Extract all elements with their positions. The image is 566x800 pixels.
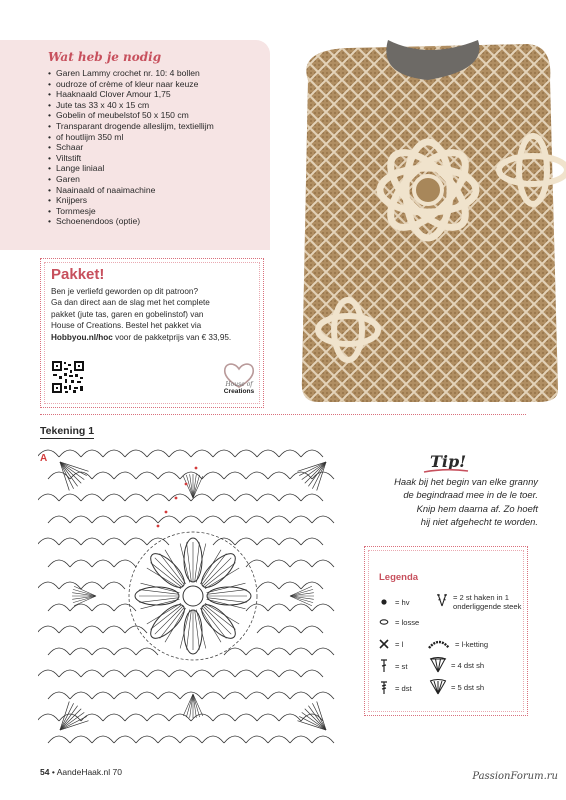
list-item: • Haaknaald Clover Amour 1,75 — [48, 89, 256, 100]
diagram-title: Tekening 1 — [40, 425, 95, 437]
tip-line: Haak bij het begin van elke granny — [394, 476, 538, 487]
materials-list — [48, 68, 256, 227]
legend-item-5dst: = 5 dst sh — [429, 679, 484, 695]
materials-title: Wat heb je nodig — [48, 50, 162, 64]
tip-title: Tip! — [430, 452, 467, 471]
pakket-price-text: voor de pakketprijs van € 33,95. — [112, 332, 232, 342]
pakket-title: Pakket! — [51, 266, 105, 283]
crochet-bag-image — [278, 40, 566, 410]
tip-line: Knip hem daarna af. Zo hoeft — [416, 502, 538, 514]
list-item: • oudroze of crème of kleur naar keuze — [48, 79, 256, 90]
legend-item-l: = l — [377, 637, 403, 651]
section-divider — [40, 414, 526, 415]
list-item: • Tornmesje — [48, 206, 256, 217]
pakket-text-line: Ga dan direct aan de slag met het complete — [51, 298, 210, 308]
pakket-text-line — [51, 332, 253, 343]
dot-icon — [377, 595, 391, 609]
tip-line: hij niet afgehecht te worden. — [420, 516, 538, 528]
list-item: • Knijpers — [48, 195, 256, 206]
tip-underline-icon — [422, 468, 470, 474]
pakket-text-line: pakket (jute tas, garen en gobelinstof) van — [51, 309, 204, 319]
five-dst-icon — [429, 679, 447, 695]
list-item: • Transparant drogende alleslijm, textiellijm — [48, 121, 256, 132]
bag-photo — [278, 40, 566, 410]
list-item: • Naainaald of naaimachine — [48, 185, 256, 196]
legend-title: Legenda — [379, 572, 419, 583]
list-item: • Gobelin of meubelstof 50 x 150 cm — [48, 110, 256, 121]
legend-item-4dst: = 4 dst sh — [429, 657, 484, 673]
house-of-creations-logo — [217, 359, 261, 397]
list-item: • Lange liniaal — [48, 163, 256, 174]
diagram-start-label: A — [40, 453, 48, 464]
page-footer — [40, 767, 122, 777]
legend-item-hv: = hv — [377, 595, 410, 609]
legend-item-losse: = losse — [377, 615, 419, 629]
legend-item-dst: = dst — [377, 681, 412, 695]
dst-icon — [377, 681, 391, 695]
st-icon — [377, 659, 391, 673]
list-item: • Viltstift — [48, 153, 256, 164]
materials-panel — [0, 40, 270, 250]
pakket-link[interactable]: Hobbyou.nl/hoc — [51, 332, 113, 342]
pakket-text-line: Ben je verliefd geworden op dit patroon? — [51, 287, 199, 296]
legend-item-l-ketting: = l-ketting — [427, 637, 488, 651]
pakket-box — [40, 258, 264, 408]
list-item: • Garen — [48, 174, 256, 185]
list-item: • Schoenendoos (optie) — [48, 216, 256, 227]
legend-box — [364, 546, 528, 716]
tip-line: de begindraad mee in de le toer. — [403, 489, 538, 501]
two-st-icon — [435, 593, 449, 607]
chain-arc-icon — [427, 637, 451, 651]
list-item: • Garen Lammy crochet nr. 10: 4 bollen — [48, 68, 256, 79]
svg-text:House of: House of — [225, 381, 253, 388]
legend-item-st: = st — [377, 659, 407, 673]
list-item: • of houtlijm 350 ml — [48, 132, 256, 143]
legend-grid — [377, 593, 525, 713]
tip-text — [352, 475, 538, 529]
page-number: 54 — [40, 767, 50, 777]
legend-item-2st: = 2 st haken in 1 onderliggende steek — [435, 593, 527, 611]
oval-icon — [377, 615, 391, 629]
svg-text:Creations: Creations — [223, 388, 255, 395]
footer-bullet: • — [51, 767, 55, 777]
list-item: • Jute tas 33 x 40 x 15 cm — [48, 100, 256, 111]
crochet-diagram — [38, 440, 348, 752]
cross-icon — [377, 637, 391, 651]
watermark: PassionForum.ru — [472, 771, 558, 782]
four-dst-icon — [429, 657, 447, 673]
qr-code-icon[interactable] — [51, 360, 85, 394]
pakket-text-line: House of Creations. Bestel het pakket via — [51, 321, 202, 331]
list-item: • Schaar — [48, 142, 256, 153]
magazine-name: AandeHaak.nl 70 — [56, 767, 122, 777]
